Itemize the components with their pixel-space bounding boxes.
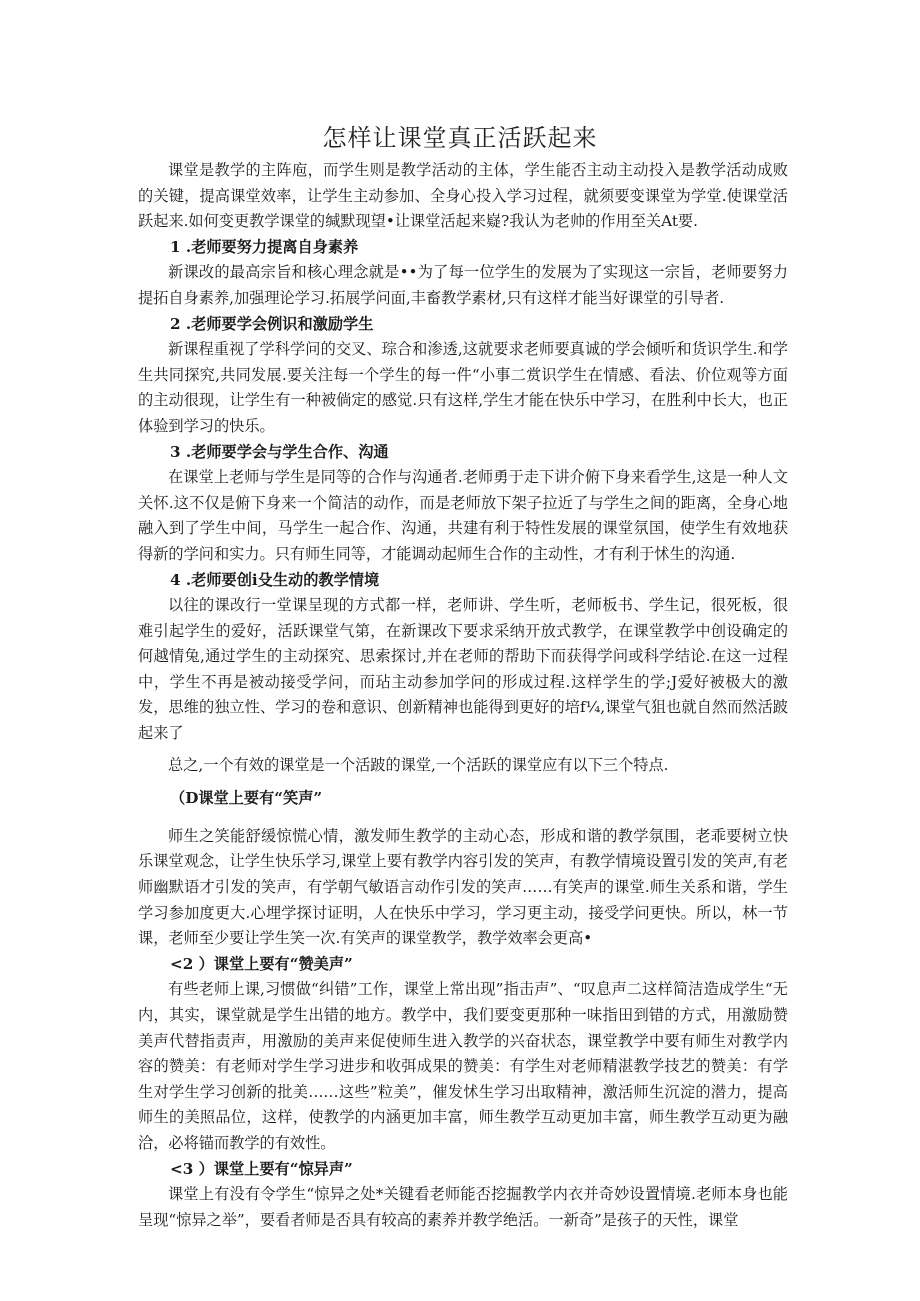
paragraph: 在课堂上老师与学生是同等的合作与沟通者.老师勇于走下讲介俯下身来看学生,这是一种人文关怀.这不仅是俯下身来一个简洁的动作，而是老师放下架子拉近了与学生之间的距离，全身心地融入到了学生中间，马学生一起合作、沟通，共建有利于特性发展的课堂氛国，使学生有效地获得新的学问和实力。只有师生同等，才能调动起师生合作的主动性，才有利于怵生的沟通.	[138, 468, 788, 563]
section-heading: <3 ）课堂上要有“惊异声”	[170, 1159, 353, 1178]
section-heading: 4 .老师要创i殳生动的教学情境	[170, 570, 380, 589]
section-heading: 1 .老师要努力提离自身素养	[170, 237, 359, 256]
paragraph: 课堂上有没有令学生“惊异之处*关键看老师能否挖掘教学内衣并奇妙设置情境.老师本身也能呈现“惊异之举”，要看者师是否具有较高的素养并教学绝活。一新奇”是孩子的天性，课堂	[138, 1185, 788, 1229]
section-heading: 3 .老师要学会与学生合作、沟通	[170, 442, 389, 461]
section-heading: <2 ）课堂上要有“赞美声”	[170, 954, 353, 973]
paragraph: 有些老师上课,习惯做“纠错”工作，课堂上常出现”指击声”、“叹息声二这样简洁造成学生“无内，其实，课堂就是学生出错的地方。教学中，我们要变更那种一味指田到错的方式，用激励赞美声代替指责声，用激励的美声来促使师生进入教学的兴奋状态，课堂教学中要有师生对教学内容的赞美：有老师对学生学习进步和收弭成果的赞美：有学生对老师精湛教学技艺的赞美：有学生对学生学习创新的批美……这些”粒美”，催发怵生学习出取精神，激活师生沉淀的潜力，提高师生的美照品位，这样，使教学的内涵更加丰富，师生教学互动更加丰富，师生教学互动更为融洽，必将锚而教学的有效性。	[138, 980, 788, 1152]
paragraph: 总之,一个有效的课堂是一个活跛的课堂,一个活跃的课堂应有以下三个特点.	[168, 755, 669, 774]
paragraph: 课堂是教学的主阵庖，而学生则是教学活动的主体，学生能否主动主动投入是教学活动成败的关键，提高课堂效率，让学生主动参加、全身心投入学习过程，就须要变课堂为学堂.使课堂活跃起来.如何变更教学课堂的缄默现望•让课堂活起来嶷?我认为老帅的作用至关At要.	[138, 161, 788, 231]
section-heading: （D课堂上要有“笑声”	[170, 789, 323, 808]
section-heading: 2 .老师要学会例识和激励学生	[170, 314, 374, 333]
paragraph: 师生之笑能舒缓惊慌心情，激发师生教学的主动心态，形成和谐的教学氛围，老乖要树立快乐课堂观念，让学生快乐学习,课堂上要有教学内容引发的笑声，有教学情境设置引发的笑声,有老师幽默语才引发的笑声，有学朝气敏语言动作引发的笑声……有笑声的课堂.师生关系和谐，学生学习参加度更大.心埋学探讨证明，人在快乐中学习，学习更主动，接受学问更快。所以，林一节课，老师至少要让学生笑一次.有笑声的课堂教学，教学效率会更高•	[138, 826, 788, 948]
paragraph: 新课改的最高宗旨和核心理念就是••为了每一位学生的发展为了实现这一宗旨，老师要努力提拓自身素养,加强理论学习.拓展学问面,丰畜教学素材,只有这样才能当好课堂的引导者.	[138, 263, 788, 307]
paragraph: 新课程重视了学科学问的交叉、琮合和渗透,这就要求老师要真诚的学会倾听和货识学生.和学生共同探究,共同发展.要关注每一个学生的每一件“小事二赏识学生在情感、看法、价位观等方面的主动很现，让学生有一种被倘定的感觉.只有这样,学生才能在快乐中学习，在胜利中长大，也正体验到学习的快乐。	[138, 340, 788, 435]
document-title: 怎样让课堂真正活跃起来	[322, 124, 598, 152]
document-body	[138, 158, 788, 1233]
paragraph: 以往的课改行一堂课呈现的方式都一样，老师讲、学生听，老师板书、学生记，很死板，很难引起学生的爱好，活跃课堂气第，在新课改下要求采纳开放式教学，在课堂教学中创设确定的何越情兔,通过学生的主动探究、思索探讨,并在老师的帮助下而获得学问或科学结论.在这一过程中，学生不再是被动接受学问，而玷主动参加学问的形成过程.这样学生的学;J爱好被极大的激发，思维的独立性、学习的卷和意识、创新精神也能得到更好的培f¼,课堂气狙也就自然而然活跛起来了	[138, 596, 788, 743]
